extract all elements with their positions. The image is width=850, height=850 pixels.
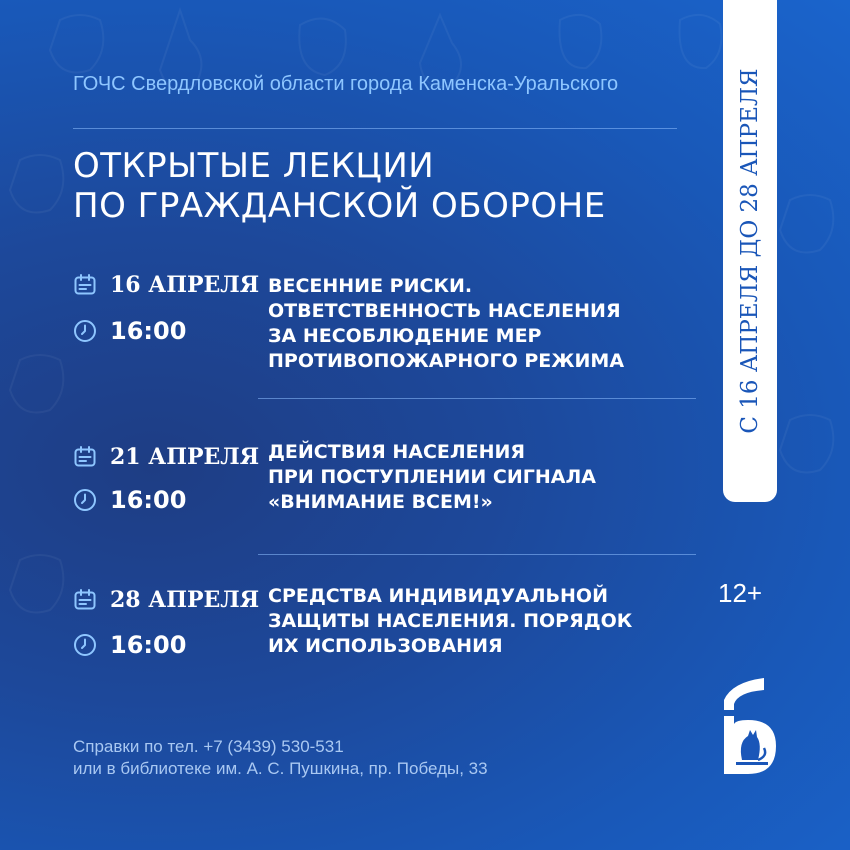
event-title bbox=[268, 274, 688, 374]
clock-icon bbox=[73, 319, 97, 343]
event-title-line: СРЕДСТВА ИНДИВИДУАЛЬНОЙ bbox=[268, 585, 608, 607]
event-title bbox=[268, 584, 688, 659]
event-divider bbox=[258, 554, 696, 555]
event-title-line: ВЕСЕННИЕ РИСКИ. bbox=[268, 275, 473, 297]
event-title-line: ЗАЩИТЫ НАСЕЛЕНИЯ. ПОРЯДОК bbox=[268, 610, 633, 632]
event-title-line: ПРИ ПОСТУПЛЕНИИ СИГНАЛА bbox=[268, 466, 596, 488]
title-line: ПО ГРАЖДАНСКОЙ ОБОРОНЕ bbox=[73, 186, 606, 226]
event-date: 16 АПРЕЛЯ bbox=[110, 272, 260, 298]
clock-icon bbox=[73, 633, 97, 657]
age-rating: 12+ bbox=[718, 578, 763, 608]
event-title-line: ИХ ИСПОЛЬЗОВАНИЯ bbox=[268, 635, 503, 657]
header-divider bbox=[73, 128, 677, 129]
footer-contacts bbox=[73, 736, 673, 780]
event-time: 16:00 bbox=[110, 631, 187, 659]
period-label: С 16 АПРЕЛЯ ДО 28 АПРЕЛЯ bbox=[737, 68, 763, 434]
event-date: 28 АПРЕЛЯ bbox=[110, 587, 260, 613]
clock-icon bbox=[73, 488, 97, 512]
event-divider bbox=[258, 398, 696, 399]
footer-address: или в библиотеке им. А. С. Пушкина, пр. Победы, 33 bbox=[73, 759, 488, 778]
event-title-line: ЗА НЕСОБЛЮДЕНИЕ МЕР bbox=[268, 325, 542, 347]
library-logo-icon bbox=[718, 676, 780, 776]
event-title-line: ДЕЙСТВИЯ НАСЕЛЕНИЯ bbox=[268, 441, 526, 463]
event-title bbox=[268, 440, 688, 515]
period-tab bbox=[723, 0, 777, 502]
event-title-line: ПРОТИВОПОЖАРНОГО РЕЖИМА bbox=[268, 350, 625, 372]
calendar-icon bbox=[73, 588, 97, 612]
event-time: 16:00 bbox=[110, 317, 187, 345]
event-date: 21 АПРЕЛЯ bbox=[110, 444, 260, 470]
calendar-icon bbox=[73, 445, 97, 469]
footer-phone: Справки по тел. +7 (3439) 530-531 bbox=[73, 737, 344, 756]
calendar-icon bbox=[73, 273, 97, 297]
title-line: ОТКРЫТЫЕ ЛЕКЦИИ bbox=[73, 146, 435, 186]
page-title bbox=[73, 146, 693, 226]
event-time: 16:00 bbox=[110, 486, 187, 514]
event-title-line: «ВНИМАНИЕ ВСЕМ!» bbox=[268, 491, 493, 513]
event-title-line: ОТВЕТСТВЕННОСТЬ НАСЕЛЕНИЯ bbox=[268, 300, 621, 322]
organization-name: ГОЧС Свердловской области города Каменска-Уральского bbox=[73, 73, 619, 95]
